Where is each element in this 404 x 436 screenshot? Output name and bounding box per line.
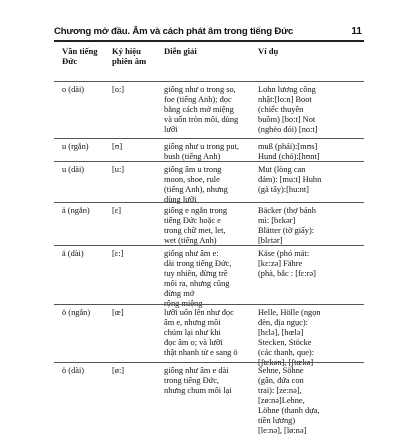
description-line: chúm lại như khi <box>164 328 221 337</box>
example-line: buồm) [bo:t] Not <box>258 115 316 124</box>
vowel-cell: ö (dài) <box>62 366 85 375</box>
example-line: mì: [bɛkər] <box>258 216 296 225</box>
description-line: rộng miệng <box>164 299 203 308</box>
vowel-cell: u (rgắn) <box>62 142 89 151</box>
row-divider <box>54 362 364 363</box>
description-line: bằng cách mở miệng <box>164 105 234 114</box>
example-line: đèn, địa ngục): <box>258 318 309 327</box>
vowel-cell: ö (ngắn) <box>62 308 91 317</box>
row-divider <box>54 304 364 305</box>
description-line: giống e ngắn trong <box>164 206 228 215</box>
example-line: Käse (phó mát: <box>258 249 310 258</box>
example-line: Hund (chó):[hʊnt] <box>258 152 320 161</box>
example-line: [zø:nə]Lehne, <box>258 396 305 405</box>
row-divider <box>54 161 364 162</box>
description-line: trong chữ met, let, <box>164 226 226 235</box>
example-line: đảm): [mu:t] Huhn <box>258 175 322 184</box>
header-rule <box>54 40 364 42</box>
example-line: Mut (lòng can <box>258 165 306 174</box>
example-line: Bäcker (thợ bánh <box>258 206 316 215</box>
ipa-cell: [ɛ:] <box>112 249 124 258</box>
ipa-cell: [ɛ] <box>112 206 122 215</box>
description-line: tuy nhiên, đừng trề <box>164 269 228 278</box>
description-line: giống âm u trong <box>164 165 222 174</box>
column-header: Ký hiệu phiên âm <box>112 46 147 66</box>
description-line: giống như âm e: <box>164 249 219 258</box>
description-line: thật nhanh từ e sang ö <box>164 348 238 357</box>
example-line: (gân, đứa con <box>258 376 304 385</box>
vowel-cell: o (dài) <box>62 85 85 94</box>
example-line: [le:nə], [lø:nə] <box>258 426 307 435</box>
description-line: foe (tiếng Anh); đọc <box>164 95 232 104</box>
example-line: tiền lương) <box>258 416 296 425</box>
description-line: lưỡi <box>164 125 178 134</box>
row-divider <box>54 202 364 203</box>
description-line: dùng lưỡi <box>164 195 197 204</box>
row-divider <box>54 138 364 139</box>
description-line: trong tiếng Đức, <box>164 376 220 385</box>
description-line: đừng mở <box>164 289 195 298</box>
row-divider <box>54 245 364 246</box>
description-line: tiếng Đức hoặc e <box>164 216 221 225</box>
description-line: moon, shoe, rule <box>164 175 220 184</box>
column-header: Ví dụ <box>258 46 279 56</box>
example-line: Stecken, Stöcke <box>258 338 312 347</box>
description-line: giống như u trong put, <box>164 142 240 151</box>
description-line: bush (tiếng Anh) <box>164 152 221 161</box>
page-number: 11 <box>351 26 362 37</box>
description-line: giống như âm e dài <box>164 366 229 375</box>
description-line: lưỡi uốn lên như đọc <box>164 308 234 317</box>
example-line: muß (phải):[mʊs] <box>258 142 318 151</box>
description-line: dài trong tiếng Đức, <box>164 259 232 268</box>
description-line: wet (tiếng Anh) <box>164 236 217 245</box>
vowel-cell: ä (ngắn) <box>62 206 90 215</box>
example-line: Löhne (thanh dựa, <box>258 406 320 415</box>
ipa-cell: [ʊ] <box>112 142 123 151</box>
ipa-cell: [œ] <box>112 308 124 317</box>
ipa-cell: [u:] <box>112 165 125 174</box>
example-line: (chiếc thuyền <box>258 105 304 114</box>
column-header: Vần tiếng Đức <box>62 46 98 66</box>
example-line: trai): [ze:nə], <box>258 386 302 395</box>
header-divider <box>54 81 364 82</box>
example-line: (nghèo đói) [no:t] <box>258 125 318 134</box>
example-line: (phà, bắc : [fɛ:rə] <box>258 269 316 278</box>
vowel-cell: ä (dài) <box>62 249 84 258</box>
example-line: [ʃtɛkən], [ʃtœkə] <box>258 358 314 367</box>
example-line: (gà tây):[hu:nt] <box>258 185 309 194</box>
example-line: Helle, Hölle (ngọn <box>258 308 321 317</box>
description-line: âm e, nhưng môi <box>164 318 221 327</box>
ipa-cell: [ø:] <box>112 366 125 375</box>
example-line: [hɛlə], [hœlə] <box>258 328 304 337</box>
description-line: môi ra, nhưng cũng <box>164 279 230 288</box>
description-line: đọc âm o; và lưỡi <box>164 338 223 347</box>
example-line: [blɛtər] <box>258 236 283 245</box>
description-line: giống như o trong so, <box>164 85 236 94</box>
example-line: nhật:[lo:n] Boot <box>258 95 312 104</box>
description-line: và uốn tròn môi, dùng <box>164 115 239 124</box>
example-line: [kɛ:zə] Fähre <box>258 259 303 268</box>
chapter-title: Chương mở đầu. Âm và cách phát âm trong tiếng Đức <box>54 26 293 37</box>
example-line: Sehne, Söhne <box>258 366 304 375</box>
vowel-cell: u (dài) <box>62 165 85 174</box>
example-line: (các thanh, que): <box>258 348 315 357</box>
description-line: nhưng chum môi lại <box>164 386 232 395</box>
ipa-cell: [o:] <box>112 85 125 94</box>
column-header: Diễn giải <box>164 46 197 56</box>
description-line: (tiếng Anh), nhưng <box>164 185 228 194</box>
example-line: Blätter (tờ giấy): <box>258 226 315 235</box>
example-line: Lohn lương công <box>258 85 316 94</box>
